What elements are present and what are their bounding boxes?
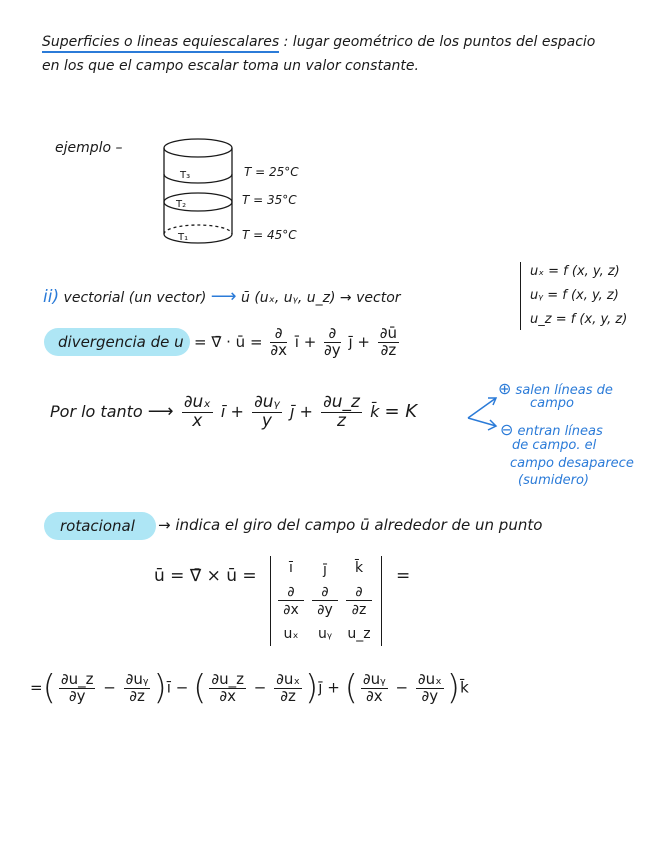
negative-line-1: entran líneas	[517, 424, 603, 439]
frac-duy-dx	[361, 669, 388, 705]
partial-y-fraction	[324, 326, 341, 359]
temperature-45: T = 45°C	[242, 228, 297, 242]
positive-line-2: campo	[530, 396, 574, 411]
divergence-label: divergencia de u	[58, 333, 184, 351]
unit-j: j̄	[318, 678, 323, 697]
curl-trailing-equals: =	[396, 566, 411, 586]
open-paren-3: (	[344, 668, 358, 708]
partial-z-fraction	[378, 326, 399, 359]
num: ∂u_z	[60, 669, 94, 688]
num: ∂	[270, 326, 287, 343]
conclusion-text: Por lo tanto	[50, 401, 143, 421]
den: ∂x	[270, 340, 287, 359]
num: ∂u_z	[211, 669, 244, 688]
unit-i: ī	[166, 678, 171, 697]
cylinder-layer-label-t2: T₂	[176, 199, 187, 210]
den: ∂y	[421, 686, 439, 705]
definition-part-1: : lugar geométrico de los puntos del espacio	[283, 34, 596, 50]
equals-k: = K	[384, 400, 418, 422]
frac-dux-dz	[274, 669, 302, 705]
rotational-arrow: →	[158, 516, 171, 534]
expansion-equals: =	[30, 678, 43, 697]
divergence-equation	[194, 326, 402, 359]
vector-field: ū (uₓ, uᵧ, u_z)	[241, 290, 336, 306]
num: ∂uₓ	[276, 669, 301, 688]
minus-1: −	[103, 678, 116, 697]
vectorial-text: vectorial (un vector)	[63, 290, 207, 306]
cylinder-layer-label-t1: T₁	[178, 232, 189, 243]
den: ∂x	[365, 686, 383, 705]
sep-plus: +	[327, 678, 340, 697]
example-label: ejemplo –	[55, 140, 123, 156]
den: ∂z	[280, 686, 296, 705]
frac-duy-dz	[124, 669, 151, 705]
matrix-dx-den: ∂x	[283, 602, 299, 618]
term-y-fraction	[252, 394, 282, 431]
plus-sign: +	[303, 332, 317, 351]
sep-minus: −	[175, 678, 189, 697]
close-paren-1: )	[153, 668, 167, 708]
conclusion-equation: Por lo tanto ⟶ $\frac{\text{∂uₓ}}{x}$ ī + $\frac{\text{∂uᵧ}}{y}$ j̄ + $\frac{\partial u\_z}{z}$ k̄ = K	[50, 392, 418, 431]
num: ∂uₓ	[417, 669, 442, 688]
matrix-dz-den: ∂z	[351, 602, 367, 618]
matrix-dy-den: ∂y	[317, 602, 333, 618]
negative-line-3: campo desaparece	[510, 456, 634, 471]
den: ∂y	[68, 686, 86, 705]
den: x	[192, 410, 203, 431]
vectorial-line	[43, 286, 401, 307]
matrix-dx-num: ∂	[278, 584, 304, 601]
partial-x-fraction	[270, 326, 287, 359]
positive-line-1: salen líneas de	[515, 383, 613, 398]
unit-i: ī	[294, 332, 299, 351]
plus-sign-2: +	[357, 332, 370, 351]
negative-line-4: (sumidero)	[518, 473, 589, 488]
matrix-ux: uₓ	[283, 626, 299, 642]
den: ∂z	[129, 686, 145, 705]
term-z-fraction	[321, 394, 362, 431]
conclusion-arrow: ⟶	[147, 400, 174, 422]
negative-line-2: de campo. el	[512, 438, 597, 453]
close-paren-2: )	[305, 668, 319, 708]
negative-divergence-note	[500, 420, 603, 439]
unit-j: j̄	[289, 401, 295, 421]
curl-expansion	[30, 668, 469, 708]
component-z: u_z = f (x, y, z)	[530, 312, 628, 327]
cylinder-layer-label-t3: T₃	[180, 170, 191, 181]
minus-3: −	[395, 678, 409, 697]
matrix-dz-num: ∂	[346, 584, 372, 601]
open-paren-1: (	[42, 668, 56, 708]
temperature-35: T = 35°C	[242, 193, 297, 207]
temperature-25: T = 25°C	[244, 165, 299, 179]
term-equiescalares: Superficies o lineas equiescalares	[42, 34, 279, 53]
minus-circle-icon: ⊖	[500, 420, 514, 439]
unit-k: k̄	[460, 678, 469, 697]
num: ∂uᵧ	[362, 669, 386, 688]
arrow-to-vector: →	[339, 290, 352, 306]
num: ∂uᵧ	[253, 392, 280, 412]
numeral-ii: ii)	[43, 287, 60, 307]
matrix-j: j̄	[323, 562, 327, 578]
matrix-uz: u_z	[347, 626, 371, 642]
num: ∂uᵧ	[125, 669, 149, 688]
num: ∂ū	[379, 324, 398, 342]
definition-line-1	[42, 34, 595, 50]
vector-word: vector	[356, 290, 401, 306]
matrix-uy: uᵧ	[317, 626, 333, 642]
component-y: uᵧ = f (x, y, z)	[530, 288, 619, 303]
rotational-text: indica el giro del campo ū alrededor de un punto	[175, 516, 543, 534]
minus-2: −	[253, 678, 267, 697]
num: ∂u_z	[322, 392, 360, 412]
component-x: uₓ = f (x, y, z)	[530, 264, 620, 279]
definition-line-2: en los que el campo escalar toma un valor constante.	[42, 58, 419, 74]
term-x-fraction	[182, 394, 213, 431]
plus-circle-icon: ⊕	[498, 379, 512, 398]
den: ∂z	[380, 340, 397, 359]
divergence-lhs: = ∇̄ · ū =	[194, 332, 263, 351]
matrix-k: k̄	[354, 560, 364, 576]
matrix-dy-num: ∂	[312, 584, 338, 601]
matrix-i: ī	[289, 560, 293, 576]
rotational-label: rotacional	[60, 517, 135, 535]
rotational-description	[158, 516, 542, 534]
open-paren-2: (	[193, 668, 207, 708]
den: z	[337, 410, 346, 431]
num: ∂uₓ	[183, 392, 211, 412]
determinant-matrix	[270, 556, 382, 646]
unit-j: j̄	[348, 332, 353, 351]
cylinder-diagram	[158, 134, 238, 250]
unit-i: ī	[220, 401, 226, 421]
arrow-to-field: ⟶	[210, 286, 237, 307]
components-bar	[520, 262, 521, 330]
den: ∂y	[324, 340, 341, 359]
frac-duz-dy	[59, 669, 96, 705]
curl-lhs: ū = ∇̄ × ū =	[154, 566, 257, 586]
frac-dux-dy	[416, 669, 444, 705]
close-paren-3: )	[446, 668, 461, 708]
frac-duz-dx	[209, 669, 246, 705]
num: ∂	[324, 326, 341, 343]
den: y	[261, 410, 272, 431]
unit-k: k̄	[370, 401, 380, 421]
den: ∂x	[219, 686, 236, 705]
